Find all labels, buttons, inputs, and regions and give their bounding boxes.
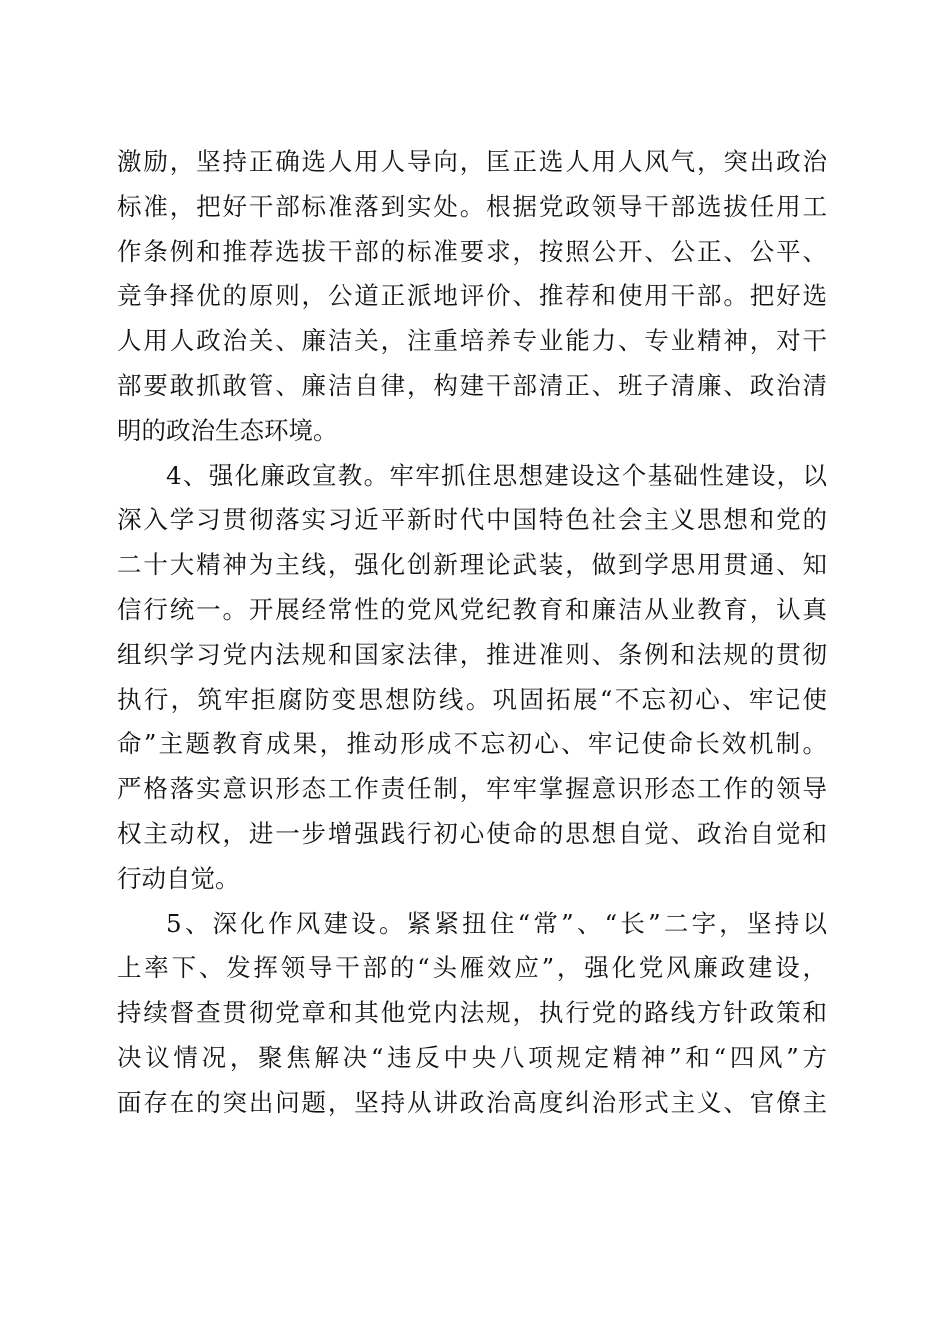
text-line: 激励，坚持正确选人用人导向，匡正选人用人风气，突出政治 bbox=[117, 147, 827, 176]
text-line: 标准，把好干部标准落到实处。根据党政领导干部选拔任用工 bbox=[117, 191, 827, 221]
text-line: 权主动权，进一步增强践行初心使命的思想自觉、政治自觉和 bbox=[117, 818, 827, 848]
text-line: 4、强化廉政宣教。牢牢抓住思想建设这个基础性建设，以 bbox=[166, 460, 827, 490]
body-text bbox=[117, 140, 827, 1126]
paragraph-work-style bbox=[117, 902, 827, 1126]
text-line: 信行统一。开展经常性的党风党纪教育和廉洁从业教育，认真 bbox=[117, 594, 827, 624]
text-line: 面存在的突出问题，坚持从讲政治高度纠治形式主义、官僚主 bbox=[117, 1087, 827, 1117]
text-line: 人用人政治关、廉洁关，注重培养专业能力、专业精神，对干 bbox=[117, 326, 827, 356]
text-line: 决议情况，聚焦解决“违反中央八项规定精神”和“四风”方 bbox=[117, 1042, 827, 1072]
text-line: 行动自觉。 bbox=[117, 863, 240, 893]
text-line: 二十大精神为主线，强化创新理论武装，做到学思用贯通、知 bbox=[117, 550, 827, 580]
text-line: 上率下、发挥领导干部的“头雁效应”，强化党风廉政建设， bbox=[117, 953, 827, 983]
text-line: 竞争择优的原则，公道正派地评价、推荐和使用干部。把好选 bbox=[117, 281, 827, 311]
text-line: 深入学习贯彻落实习近平新时代中国特色社会主义思想和党的 bbox=[117, 505, 827, 535]
text-line: 持续督查贯彻党章和其他党内法规，执行党的路线方针政策和 bbox=[117, 998, 827, 1028]
text-line: 命”主题教育成果，推动形成不忘初心、牢记使命长效机制。 bbox=[117, 729, 827, 759]
paragraph-cadre-selection bbox=[117, 140, 827, 454]
text-line: 5、深化作风建设。紧紧扭住“常”、“长”二字，坚持以 bbox=[166, 908, 827, 938]
text-line: 严格落实意识形态工作责任制，牢牢掌握意识形态工作的领导 bbox=[117, 774, 827, 804]
text-line: 部要敢抓敢管、廉洁自律，构建干部清正、班子清廉、政治清 bbox=[117, 370, 827, 400]
paragraph-integrity-education bbox=[117, 454, 827, 902]
text-line: 组织学习党内法规和国家法律，推进准则、条例和法规的贯彻 bbox=[117, 639, 827, 669]
text-line: 执行，筑牢拒腐防变思想防线。巩固拓展“不忘初心、牢记使 bbox=[117, 684, 827, 714]
text-line: 明的政治生态环境。 bbox=[117, 415, 338, 445]
text-line: 作条例和推荐选拔干部的标准要求，按照公开、公正、公平、 bbox=[117, 236, 827, 266]
